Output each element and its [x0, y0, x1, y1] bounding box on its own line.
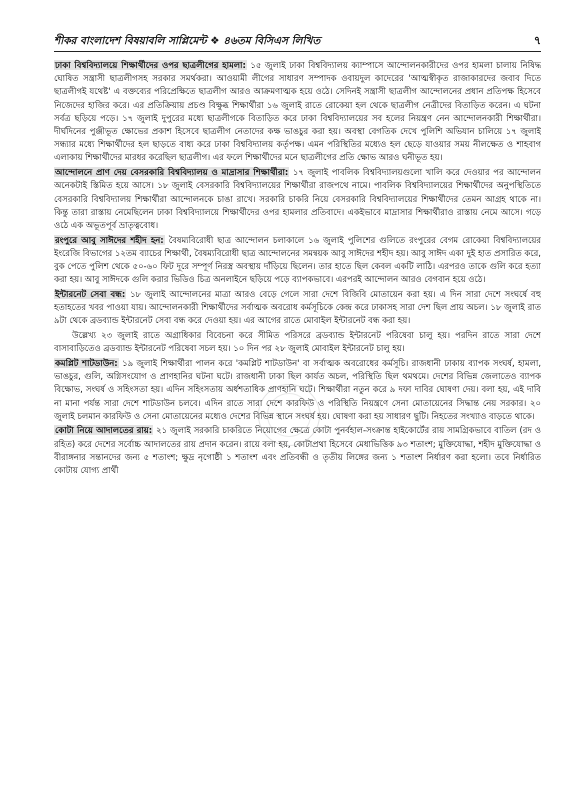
section-heading: কমপ্লিট শাটডাউন:	[55, 357, 118, 368]
document-body	[54, 59, 541, 799]
section-paragraph	[54, 288, 541, 328]
section-text: ১৭ জুলাই পাবলিক বিশ্ববিদ্যালয়গুলো খালি করে দেওয়ার পর আন্দোলন অনেকটাই স্তিমিত হয়ে আসে। ১৮ জুলাই বেসরকারি বিশ্ববিদ্যালয়ের শিক্ষার্থীরা রাজপথে নামে। পাবলিক বিশ্ববিদ্যালয়ের শিক্ষার্থীদের অনুপস্থিতিতে বেসরকারি বিশ্ববিদ্যালয় শিক্ষার্থীরা আন্দোলনকে চাঙা রাখে। সরকারি চাকরি নিয়ে বেসরকারি বিশ্ববিদ্যালয়ের শিক্ষার্থীদের তেমন আগ্রহ থাকে না। কিন্তু তারা রাস্তায় নেমেছিলেন ঢাকা বিশ্ববিদ্যালয়ে শিক্ষার্থীদের ওপর হামলার প্রতিবাদে। একইভাবে মাদ্রাসার শিক্ষার্থীরাও রাস্তায় নেমে আসে। গড়ে ওঠে এক অভূতপূর্ব ভ্রাতৃত্ববোধ।	[54, 167, 541, 230]
running-header	[54, 34, 541, 52]
section-heading: আন্দোলনে প্রাণ দেয় বেসরকারি বিশ্ববিদ্যালয় ও মাদ্রাসার শিক্ষার্থীরা:	[55, 167, 289, 178]
section-heading: রংপুরে আবু সাঈদের শহীদ হন:	[55, 234, 164, 245]
header-title: শীকর বাংলাদেশ বিষয়াবলি সাপ্লিমেন্ট ❖ ৪৬তম বিসিএস লিখিত	[54, 35, 321, 47]
section-text: বৈষম্যবিরোধী ছাত্র আন্দোলন চলাকালে ১৬ জুলাই পুলিশের গুলিতে রংপুরের বেগম রোকেয়া বিশ্ববিদ্যালয়ের ইংরেজি বিভাগের ১২তম ব্যাচের শিক্ষার্থী, বৈষম্যবিরোধী ছাত্র আন্দোলনের সমন্বয়ক আবু সাঈদের শহীদ হয়। আবু সাঈদ একা দুই হাত প্রসারিত করে, বুক পেতে পুলিশ থেকে ৫০-৬০ ফিট দূরে সম্পূর্ণ নিরস্ত্র অবস্থায় দাঁড়িয়ে ছিলেন। তার হাতে ছিল কেবল একটি লাঠি। এরপরও তাকে গুলি করে হত্যা করা হয়। আবু সাঈদকে গুলি করার ভিডিও চিত্র অনলাইনে ছড়িয়ে পড়ে ব্যাপকভাবে। এরপরই আন্দোলন আরও বেগবান হয়ে ওঠে।	[54, 234, 541, 285]
section-text: ১৮ জুলাই আন্দোলনের মাত্রা আরও বেড়ে গেলে সারা দেশে বিজিবি মোতায়েন করা হয়। এ দিন সারা দেশে সংঘর্ষে বহু হতাহতের খবর পাওয়া যায়। আন্দোলনকারী শিক্ষার্থীদের সর্বাত্মক অবরোধ কর্মসূচিকে কেন্দ্র করে ঢাকাসহ সারা দেশ ছিল প্রায় অচল। ১৮ জুলাই রাত ৯টা থেকে ব্রডব্যান্ড ইন্টারনেট সেবা বন্ধ করে দেওয়া হয়। এর আগের রাতে মোবাইল ইন্টারনেট বন্ধ করা হয়।	[54, 288, 541, 326]
section-text: ২১ জুলাই সরকারি চাকরিতে নিয়োগের ক্ষেত্রে কোটা পুনর্বহাল-সংক্রান্ত হাইকোর্টের রায় সামগ্রিকভাবে বাতিল (রদ ও রহিত) করে দেশের সর্বোচ্চ আদালতের রায় প্রদান করেন। রায়ে বলা হয়, কোটাপ্রথা হিসেবে মেধাভিত্তিক ৯৩ শতাংশ; মুক্তিযোদ্ধা, শহীদ মুক্তিযোদ্ধা ও বীরাঙ্গনার সন্তানদের জন্য ৫ শতাংশ; ক্ষুদ্র নৃগোষ্ঠী ১ শতাংশ এবং প্রতিবন্ধী ও তৃতীয় লিঙ্গের জন্য ১ শতাংশ নির্ধারণ করা হলো। তবে নির্ধারিত কোটায় যোগ্য প্রার্থী	[54, 425, 541, 476]
section-heading: ঢাকা বিশ্ববিদ্যালয়ে শিক্ষার্থীদের ওপর ছাত্রলীগের হামলা:	[55, 60, 246, 70]
section-text: ১৯ জুলাই শিক্ষার্থীরা পালন করে 'কমপ্লিট শাটডাউন' বা সর্বাত্মক অবরোধের কর্মসূচি। রাজধানী ঢাকায় ব্যাপক সংঘর্ষ, হামলা, ভাঙচুর, গুলি, অগ্নিসংযোগ ও প্রাণহানির ঘটনা ঘটে। রাজধানী ঢাকা ছিল কার্যত অচল, পরিস্থিতি ছিল থমথমে। দেশের বিভিন্ন জেলাতেও ব্যাপক বিক্ষোভ, সংঘর্ষ ও সহিংসতা হয়। এদিন সহিংসতায় অর্ধশতাধিক প্রাণহানি ঘটে। শিক্ষার্থীরা নতুন করে ৯ দফা দাবির ঘোষণা দেয়। বলা হয়, এই দাবি না মানা পর্যন্ত সারা দেশে শাটডাউন চলবে। এদিন রাতে সারা দেশে কারফিউ ও পরিস্থিতি নিয়ন্ত্রণে সেনা মোতায়েনের সিদ্ধান্ত নেয় সরকার। ২০ জুলাই চলমান কারফিউ ও সেনা মোতায়েনের মধ্যেও দেশের বিভিন্ন স্থানে সংঘর্ষ হয়। ঘোষণা করা হয় সাধারণ ছুটি। নিহতের সংখ্যাও বাড়তে থাকে।	[54, 357, 541, 421]
section-paragraph	[54, 424, 541, 477]
section-text: উল্লেখ্য ২৩ জুলাই রাতে অগ্রাধিকার বিবেচনা করে সীমিত পরিসরে ব্রডব্যান্ড ইন্টারনেট পরিষেবা চালু হয়। পরদিন রাতে সারা দেশে বাসাবাড়িতেও ব্রডব্যান্ড ইন্টারনেট পরিষেবা সচল হয়। ১০ দিন পর ২৮ জুলাই মোবাইল ইন্টারনেট চালু হয়।	[54, 330, 541, 354]
section-heading: ইন্টারনেট সেবা বন্ধ:	[55, 288, 126, 299]
section-paragraph	[54, 234, 541, 287]
section-paragraph-continued	[54, 329, 541, 355]
section-text: ১৫ জুলাই ঢাকা বিশ্ববিদ্যালয় ক্যাম্পাসে আন্দোলনকারীদের ওপর হামলা চালায় নিষিদ্ধ ঘোষিত সন্ত্রাসী ছাত্রলীগসহ সরকার সমর্থকরা। আওয়ামী লীগের সাধারণ সম্পাদক ওবায়দুল কাদেরের 'আত্মস্বীকৃত রাজাকারদের জবাব দিতে ছাত্রলীগই যথেষ্ট' এ বক্তব্যের পরিপ্রেক্ষিতে ছাত্রলীগ আরও আক্রমণাত্মক হয়ে ওঠে। সেদিনই সন্ত্রাসী ছাত্রলীগ আন্দোলনের প্রধান প্রতিপক্ষ হিসেবে নিজেদের হাজির করে। এর প্রতিক্রিয়ায় প্রচণ্ড বিক্ষুব্ধ শিক্ষার্থীরা ১৬ জুলাই রাতে রোকেয়া হল থেকে ছাত্রলীগ নেত্রীদের বিতাড়িত করেন। এ ঘটনা সর্বত্র ছড়িয়ে পড়ে। ১৭ জুলাই দুপুরের মধ্যে ছাত্রলীগকে বিতাড়িত করে ঢাকা বিশ্ববিদ্যালয়ের সব হলের নিয়ন্ত্রণ নেন আন্দোলনকারী শিক্ষার্থীরা। দীর্ঘদিনের পুঞ্জীভূত ক্ষোভের প্রকাশ হিসেবে ছাত্রলীগ নেতাদের কক্ষ ভাঙচুর করা হয়। অবস্থা বেগতিক দেখে পুলিশি অভিযান চালিয়ে ১৭ জুলাই সন্ধ্যার মধ্যে শিক্ষার্থীদের হল ছাড়তে বাধ্য করে ঢাকা বিশ্ববিদ্যালয় কর্তৃপক্ষ। এমন পরিস্থিতির মধ্যেও হল ছেড়ে যাওয়ার সময় নীলক্ষেত ও শাহবাগ এলাকায় শিক্ষার্থীদের মারধর করেছিল ছাত্রলীগ। এর ফলে শিক্ষার্থীদের মনে ছাত্রলীগের প্রতি ক্ষোভ আরও ঘনীভূত হয়।	[54, 60, 541, 163]
section-paragraph	[54, 166, 541, 232]
section-heading: কোটা নিয়ে আদালতের রায়:	[55, 425, 153, 436]
section-paragraph	[54, 59, 541, 165]
page-number: ৭	[533, 34, 541, 47]
section-paragraph	[54, 357, 541, 423]
